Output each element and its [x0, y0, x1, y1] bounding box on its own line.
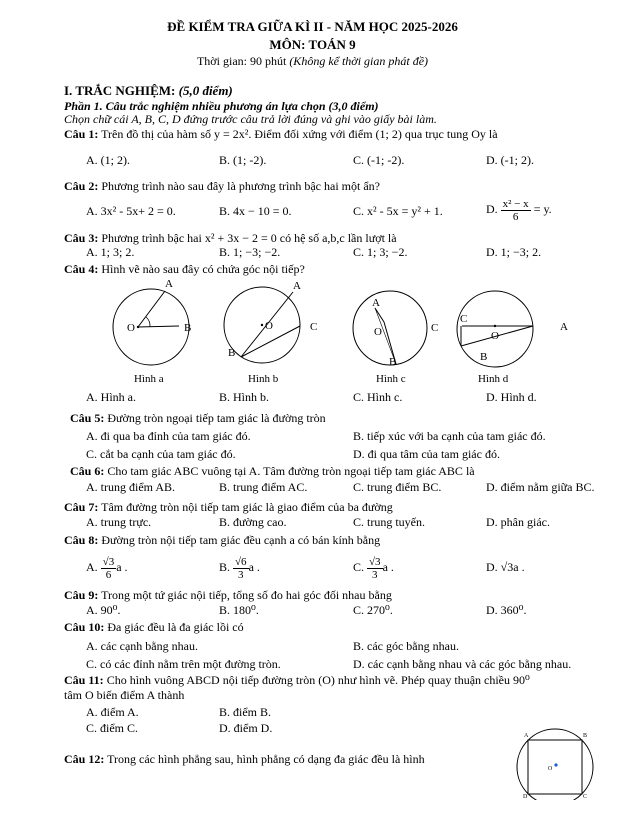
question-10: [64, 620, 244, 634]
question-text: Hình vẽ nào sau đây có chứa góc nội tiếp?: [98, 262, 305, 276]
point-label: A: [293, 280, 301, 292]
question-text: Đường tròn nội tiếp tam giác đều cạnh a có bán kính bằng: [98, 533, 381, 547]
point-label: B: [184, 322, 192, 334]
figure-a: [113, 278, 191, 385]
question-text: Phương trình nào sau đây là phương trình bậc hai một ẩn?: [98, 179, 380, 193]
question-11: [64, 673, 530, 687]
q4-option-b: B. Hình b.: [219, 390, 270, 404]
q7-option-a: A. trung trực.: [86, 515, 152, 529]
point-label: A: [524, 733, 529, 739]
option-letter: B.: [219, 560, 231, 574]
q8-option-b: [219, 551, 260, 583]
point-label: A: [560, 321, 568, 333]
question-7: [64, 500, 393, 514]
option-letter: D.: [486, 202, 498, 216]
q7-option-b: B. đường cao.: [219, 515, 287, 529]
figure-d: [457, 291, 568, 385]
time-prefix: Thời gian: 90 phút: [196, 54, 290, 68]
q2-option-a: A. 3x² - 5x+ 2 = 0.: [86, 204, 176, 218]
figure-c: [353, 291, 438, 385]
point-label: A: [372, 297, 380, 309]
question-label: Câu 5:: [70, 411, 105, 425]
q10-option-b: B. các góc bằng nhau.: [353, 639, 459, 653]
question-label: Câu 6:: [70, 464, 105, 478]
q5-option-b: B. tiếp xúc với ba cạnh của tam giác đó.: [353, 429, 546, 443]
q10-option-c: C. có các đỉnh nằm trên một đường tròn.: [86, 657, 281, 671]
section-points: (5,0 điểm): [178, 83, 233, 98]
question-9: [64, 588, 392, 602]
q9-option-d: D. 360⁰.: [486, 603, 527, 617]
question-2: [64, 179, 380, 193]
q2-option-c: C. x² - 5x = y² + 1.: [353, 204, 443, 218]
figure-caption: Hình b: [248, 373, 279, 385]
numerator: x² − x: [502, 197, 529, 210]
option-letter: A.: [86, 560, 98, 574]
q8-option-c: [353, 551, 394, 583]
q4-option-d: D. Hình d.: [486, 390, 537, 404]
question-label: Câu 9:: [64, 588, 99, 602]
question-label: Câu 11:: [64, 673, 104, 687]
q7-option-d: D. phân giác.: [486, 515, 550, 529]
question-text: Trong một tứ giác nội tiếp, tổng số đo hai góc đối nhau bằng: [98, 588, 392, 602]
question-label: Câu 7:: [64, 500, 99, 514]
question-text: Cho tam giác ABC vuông tại A. Tâm đường tròn ngoại tiếp tam giác ABC là: [104, 464, 475, 478]
denominator: 6: [512, 210, 519, 223]
denominator: 3: [372, 568, 378, 581]
point-label: O: [127, 322, 135, 334]
point-label: O: [374, 326, 382, 338]
part1-title: Phần 1. Câu trắc nghiệm nhiều phương án lựa chọn (3,0 điểm): [64, 99, 379, 113]
q1-option-b: B. (1; -2).: [219, 153, 267, 167]
question-text: Đường tròn ngoại tiếp tam giác là đường tròn: [104, 411, 326, 425]
q10-option-a: A. các cạnh bằng nhau.: [86, 639, 198, 653]
q3-option-a: A. 1; 3; 2.: [86, 245, 135, 259]
question-6: [70, 464, 475, 478]
point-label: C: [431, 322, 439, 334]
fraction: [501, 198, 531, 223]
question-text: Cho hình vuông ABCD nội tiếp đường tròn (O) như hình vẽ. Phép quay thuận chiều 90⁰: [103, 673, 530, 687]
question-text: Trong các hình phẳng sau, hình phẳng có dạng đa giác đều là hình: [104, 752, 425, 766]
q11-option-c: C. điểm C.: [86, 721, 139, 735]
question-5: [70, 411, 326, 425]
figure-caption: Hình c: [376, 373, 406, 385]
q2-option-b: B. 4x − 10 = 0.: [219, 204, 292, 218]
q6-option-d: D. điểm nằm giữa BC.: [486, 480, 595, 494]
q5-option-d: D. đi qua tâm của tam giác đó.: [353, 447, 500, 461]
q11-option-a: A. điểm A.: [86, 705, 139, 719]
question-8: [64, 533, 380, 547]
q6-option-b: B. trung điểm AC.: [219, 480, 308, 494]
point-label: O: [491, 330, 499, 342]
q3-option-b: B. 1; −3; −2.: [219, 245, 281, 259]
question-text: Phương trình bậc hai x² + 3x − 2 = 0 có hệ số a,b,c lần lượt là: [98, 231, 397, 245]
question-label: Câu 4:: [64, 262, 99, 276]
numerator: √3: [369, 555, 381, 568]
question-text: Đa giác đều là đa giác lồi có: [104, 620, 244, 634]
point-label: A: [165, 278, 173, 290]
fraction: [233, 556, 249, 581]
point-label: C: [583, 794, 588, 800]
q5-option-c: C. cắt ba cạnh của tam giác đó.: [86, 447, 236, 461]
point-label: B: [228, 347, 236, 359]
figure-caption: Hình a: [134, 373, 164, 385]
point-label: B: [389, 356, 397, 368]
q6-option-a: A. trung điểm AB.: [86, 480, 175, 494]
q11-option-b: B. điểm B.: [219, 705, 272, 719]
q3-option-c: C. 1; 3; −2.: [353, 245, 408, 259]
q11-option-d: D. điểm D.: [219, 721, 273, 735]
q2-option-d: [486, 193, 552, 225]
question-label: Câu 3:: [64, 231, 99, 245]
question-text: Trên đồ thị của hàm số y = 2x². Điểm đối xứng với điểm (1; 2) qua trục tung Oy là: [98, 127, 498, 141]
point-label: B: [480, 351, 488, 363]
question-3: [64, 231, 397, 245]
q9-option-c: C. 270⁰.: [353, 603, 393, 617]
question-1: [64, 127, 498, 141]
exam-time: [0, 54, 625, 68]
numerator: √6: [235, 555, 247, 568]
option-suffix: a .: [382, 560, 394, 574]
option-letter: C.: [353, 560, 365, 574]
q4-option-c: C. Hình c.: [353, 390, 403, 404]
question-text: Tâm đường tròn nội tiếp tam giác là giao điểm của ba đường: [98, 500, 393, 514]
question-label: Câu 12:: [64, 752, 105, 766]
exam-subject: MÔN: TOÁN 9: [269, 37, 356, 52]
point-label: C: [310, 321, 318, 333]
instruction: Chọn chữ cái A, B, C, D đứng trước câu trả lời đúng và ghi vào giấy bài làm.: [64, 112, 437, 126]
fraction: [367, 556, 383, 581]
q9-option-a: A. 90⁰.: [86, 603, 121, 617]
q1-option-d: D. (-1; 2).: [486, 153, 534, 167]
fraction: [101, 556, 117, 581]
numerator: √3: [102, 555, 115, 568]
q1-option-a: A. (1; 2).: [86, 153, 130, 167]
point-label: D: [523, 794, 528, 800]
q6-option-c: C. trung điểm BC.: [353, 480, 442, 494]
point-label: B: [583, 733, 588, 739]
time-note: (Không kể thời gian phát đề): [289, 54, 429, 68]
question-11-cont: tâm O biến điểm A thành: [64, 688, 185, 702]
point-label: C: [460, 313, 468, 325]
question-label: Câu 10:: [64, 620, 105, 634]
q5-option-a: A. đi qua ba đỉnh của tam giác đó.: [86, 429, 251, 443]
figure-caption: Hình d: [478, 373, 509, 385]
q8-option-a: [86, 551, 128, 583]
option-suffix: a .: [248, 560, 260, 574]
q4-figures: [110, 278, 610, 388]
question-label: Câu 2:: [64, 179, 99, 193]
q1-option-c: C. (-1; -2).: [353, 153, 405, 167]
q10-option-d: D. các cạnh bằng nhau và các góc bằng nhau.: [353, 657, 572, 671]
question-label: Câu 8:: [64, 533, 99, 547]
section-title: I. TRẮC NGHIỆM:: [64, 83, 179, 98]
section-heading: [64, 84, 233, 98]
q3-option-d: D. 1; −3; 2.: [486, 245, 542, 259]
exam-title: ĐỀ KIỂM TRA GIỮA KÌ II - NĂM HỌC 2025-2026: [167, 19, 458, 34]
square-circle-figure: [510, 728, 600, 800]
q4-option-a: A. Hình a.: [86, 390, 136, 404]
q8-option-d: D. √3a .: [486, 560, 525, 574]
question-12: [64, 752, 425, 766]
question-4: [64, 262, 305, 276]
denominator: 6: [105, 568, 112, 581]
option-suffix: = y.: [530, 202, 552, 216]
point-label: O: [265, 320, 273, 332]
point-label: O: [548, 766, 553, 772]
option-suffix: a .: [116, 560, 128, 574]
question-label: Câu 1:: [64, 127, 99, 141]
figure-b: [224, 280, 317, 385]
q9-option-b: B. 180⁰.: [219, 603, 259, 617]
q7-option-c: C. trung tuyến.: [353, 515, 425, 529]
denominator: 3: [238, 568, 244, 581]
